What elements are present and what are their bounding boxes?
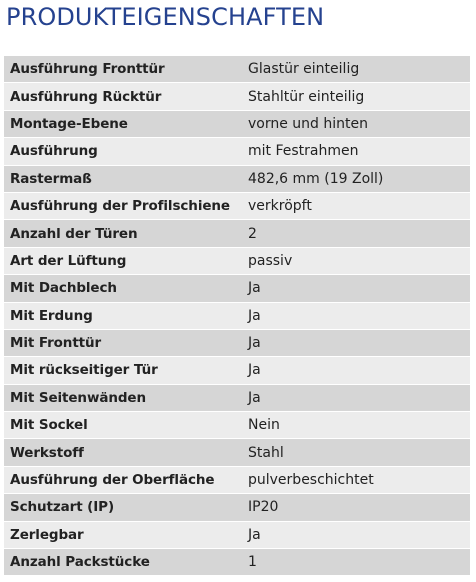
- property-value: Ja: [241, 357, 470, 384]
- property-label: Ausführung Rücktür: [4, 83, 241, 110]
- property-label: Ausführung der Oberfläche: [4, 467, 241, 494]
- property-value: Stahl: [241, 439, 470, 466]
- table-row: [4, 56, 470, 83]
- property-value: Glastür einteilig: [241, 56, 470, 83]
- property-label: Ausführung Fronttür: [4, 56, 241, 83]
- table-row: [4, 439, 470, 466]
- property-label: Zerlegbar: [4, 522, 241, 549]
- property-label: Mit Sockel: [4, 412, 241, 439]
- table-row: [4, 494, 470, 521]
- property-label: Rastermaß: [4, 166, 241, 193]
- table-row: [4, 357, 470, 384]
- property-label: Art der Lüftung: [4, 248, 241, 275]
- table-row: [4, 193, 470, 220]
- property-value: Ja: [241, 330, 470, 357]
- property-value: Ja: [241, 522, 470, 549]
- property-label: Mit Erdung: [4, 303, 241, 330]
- property-value: Ja: [241, 303, 470, 330]
- property-value: IP20: [241, 494, 470, 521]
- table-row: [4, 111, 470, 138]
- property-label: Ausführung der Profilschiene: [4, 193, 241, 220]
- property-label: Mit rückseitiger Tür: [4, 357, 241, 384]
- section-heading: PRODUKTEIGENSCHAFTEN: [6, 3, 325, 31]
- property-label: Montage-Ebene: [4, 111, 241, 138]
- property-value: Nein: [241, 412, 470, 439]
- property-label: Mit Dachblech: [4, 275, 241, 302]
- property-label: Ausführung: [4, 138, 241, 165]
- property-value: verkröpft: [241, 193, 470, 220]
- table-row: [4, 330, 470, 357]
- table-row: [4, 385, 470, 412]
- table-row: [4, 138, 470, 165]
- table-row: [4, 220, 470, 247]
- property-value: passiv: [241, 248, 470, 275]
- property-label: Mit Seitenwänden: [4, 385, 241, 412]
- property-value: Ja: [241, 385, 470, 412]
- table-row: [4, 303, 470, 330]
- table-row: [4, 412, 470, 439]
- property-value: pulverbeschichtet: [241, 467, 470, 494]
- property-value: 482,6 mm (19 Zoll): [241, 166, 470, 193]
- table-row: [4, 248, 470, 275]
- property-label: Mit Fronttür: [4, 330, 241, 357]
- property-label: Anzahl der Türen: [4, 220, 241, 247]
- property-label: Schutzart (IP): [4, 494, 241, 521]
- property-value: Stahltür einteilig: [241, 83, 470, 110]
- property-value: mit Festrahmen: [241, 138, 470, 165]
- property-label: Anzahl Packstücke: [4, 549, 241, 576]
- property-value: Ja: [241, 275, 470, 302]
- table-row: [4, 166, 470, 193]
- table-row: [4, 83, 470, 110]
- table-row: [4, 275, 470, 302]
- property-value: vorne und hinten: [241, 111, 470, 138]
- table-row: [4, 467, 470, 494]
- property-label: Werkstoff: [4, 439, 241, 466]
- property-value: 2: [241, 220, 470, 247]
- table-row: [4, 522, 470, 549]
- property-value: 1: [241, 549, 470, 576]
- table-row: [4, 549, 470, 576]
- product-properties-table: [4, 56, 470, 576]
